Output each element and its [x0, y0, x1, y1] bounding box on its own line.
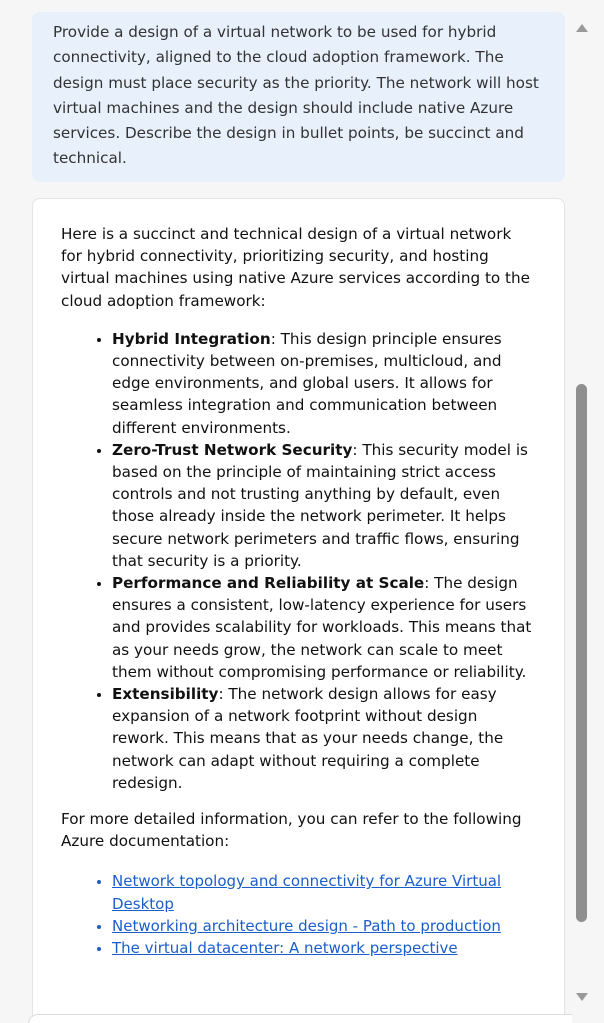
bullet-item-extensibility	[112, 683, 536, 794]
assistant-outro-text: For more detailed information, you can refer to the following Azure documentation:	[61, 810, 522, 851]
bullet-text: : The network design allows for easy expansion of a network footprint without design rework. This means that as your needs change, the network can adapt without requiring a complete redesign.	[112, 685, 504, 792]
bullet-title: Extensibility	[112, 685, 219, 704]
scroll-down-arrow-icon[interactable]	[576, 993, 588, 1001]
user-message-bubble	[32, 12, 565, 182]
documentation-link-list	[61, 870, 536, 959]
vertical-scrollbar[interactable]	[572, 0, 592, 1023]
bullet-text: : The design ensures a consistent, low-latency experience for users and provides scalability for workloads. This means that as your needs grow, the network can scale to meet them without compromising performance or reliability.	[112, 574, 532, 681]
bullet-text: : This design principle ensures connectivity between on-premises, multicloud, and edge environments, and global users. It allows for seamless integration and communication between different environments.	[112, 329, 502, 437]
scroll-up-arrow-icon[interactable]	[576, 24, 588, 32]
bullet-item-performance	[112, 572, 536, 683]
link-item	[112, 870, 536, 914]
link-item	[112, 937, 536, 959]
bullet-text: : This security model is based on the principle of maintaining strict access controls and not trusting anything by default, even those already inside the network perimeter. It helps secure network perimeters and traffic flows, ensuring that security is a priority.	[112, 440, 528, 570]
bullet-item-hybrid-integration	[112, 328, 536, 439]
scrollbar-thumb[interactable]	[576, 384, 587, 922]
assistant-message-card	[32, 198, 565, 1023]
link-item	[112, 915, 536, 937]
assistant-intro-text: Here is a succinct and technical design of a virtual network for hybrid connectivity, prioritizing security, and hosting virtual machines using native Azure services according to the cloud adoption framework:	[61, 225, 530, 310]
design-bullet-list	[61, 328, 536, 794]
bullet-title: Performance and Reliability at Scale	[112, 574, 425, 593]
bullet-title: Hybrid Integration	[112, 329, 271, 348]
bullet-title: Zero-Trust Network Security	[112, 440, 353, 459]
bullet-item-zero-trust	[112, 439, 536, 572]
link-virtual-datacenter[interactable]: The virtual datacenter: A network perspective	[112, 939, 458, 958]
link-network-topology[interactable]: Network topology and connectivity for Azure Virtual Desktop	[112, 872, 502, 913]
input-area-top-edge	[28, 1014, 572, 1023]
link-networking-architecture[interactable]: Networking architecture design - Path to production	[112, 916, 501, 935]
user-message-text: Provide a design of a virtual network to be used for hybrid connectivity, aligned to the cloud adoption framework. The design must place security as the priority. The network will host virtual machines and the design should include native Azure services. Describe the design in bullet points, be succinct and technical.	[53, 23, 539, 168]
